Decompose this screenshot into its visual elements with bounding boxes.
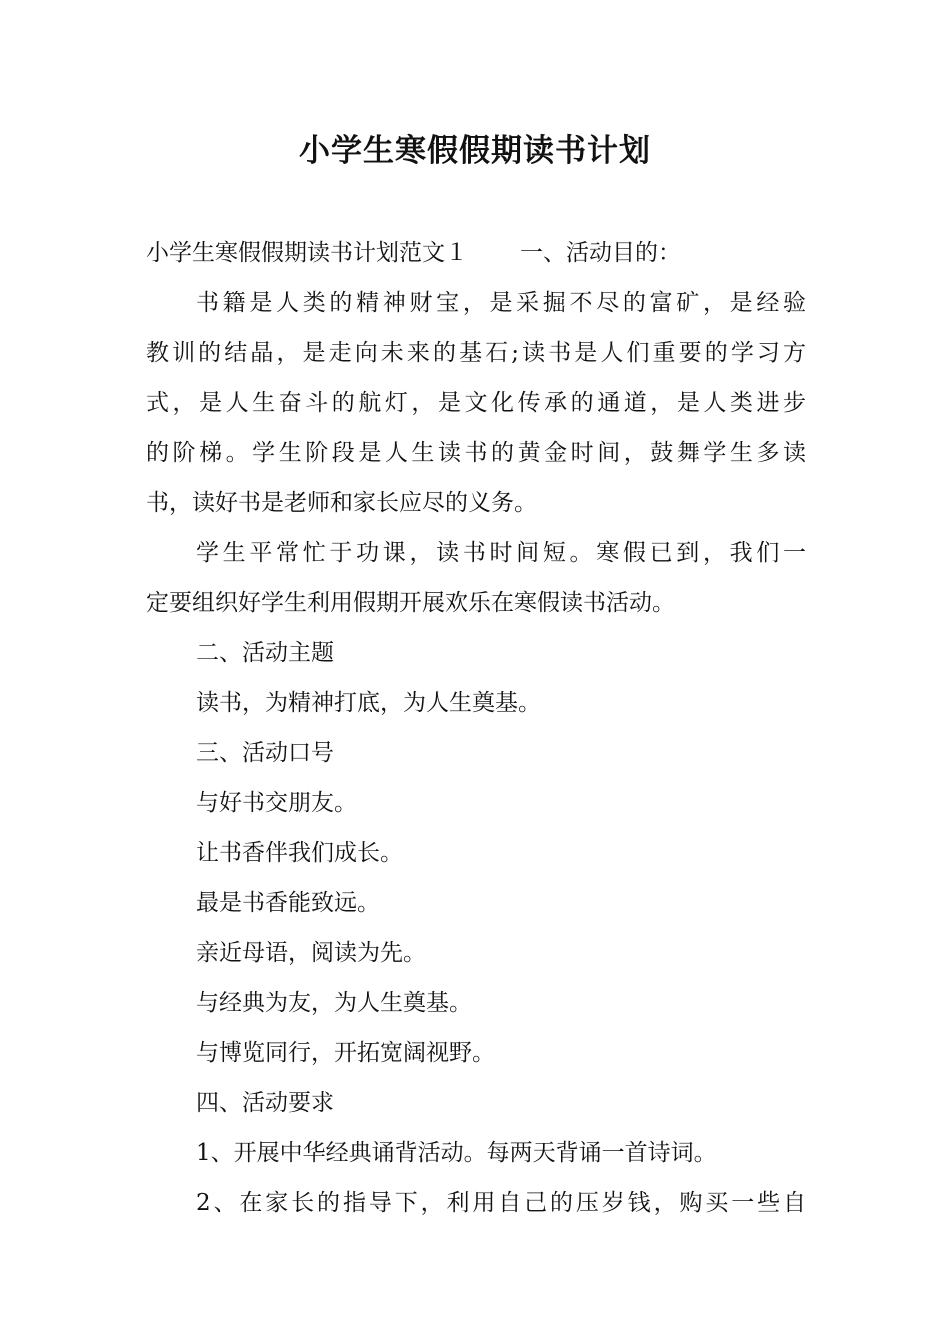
paragraph-line: 的阶梯。学生阶段是人生读书的黄金时间，鼓舞学生多读 — [146, 440, 806, 466]
intro-section: 一、活动目的： — [520, 240, 681, 266]
paragraph-line: 书籍是人类的精神财宝，是采掘不尽的富矿，是经验 — [196, 290, 806, 316]
intro-heading: 小学生寒假假期读书计划范文１ — [146, 240, 468, 266]
slogan-line: 与经典为友，为人生奠基。 — [196, 990, 472, 1016]
document-body — [146, 228, 806, 1228]
slogan-line: 与好书交朋友。 — [196, 790, 357, 816]
requirement-line: 2、在家长的指导下，利用自己的压岁钱，购买一些自 — [196, 1190, 806, 1216]
slogan-line: 让书香伴我们成长。 — [196, 840, 403, 866]
paragraph-line: 式，是人生奋斗的航灯，是文化传承的通道，是人类进步 — [146, 390, 806, 416]
requirement-line: 1、开展中华经典诵背活动。每两天背诵一首诗词。 — [196, 1140, 717, 1166]
paragraph-line: 教训的结晶，是走向未来的基石;读书是人们重要的学习方 — [146, 340, 806, 366]
slogan-line: 最是书香能致远。 — [196, 890, 380, 916]
section-heading: 二、活动主题 — [196, 640, 334, 666]
section-heading: 四、活动要求 — [196, 1090, 334, 1116]
slogan-line: 与博览同行，开拓宽阔视野。 — [196, 1040, 495, 1066]
paragraph-line: 读书，为精神打底，为人生奠基。 — [196, 690, 541, 716]
section-heading: 三、活动口号 — [196, 740, 334, 766]
intro-line — [146, 228, 806, 278]
paragraph-line: 书，读好书是老师和家长应尽的义务。 — [146, 490, 537, 516]
paragraph-line: 学生平常忙于功课，读书时间短。寒假已到，我们一 — [196, 540, 806, 566]
paragraph-line: 定要组织好学生利用假期开展欢乐在寒假读书活动。 — [146, 590, 675, 616]
slogan-line: 亲近母语，阅读为先。 — [196, 940, 426, 966]
document-title: 小学生寒假假期读书计划 — [299, 133, 651, 169]
